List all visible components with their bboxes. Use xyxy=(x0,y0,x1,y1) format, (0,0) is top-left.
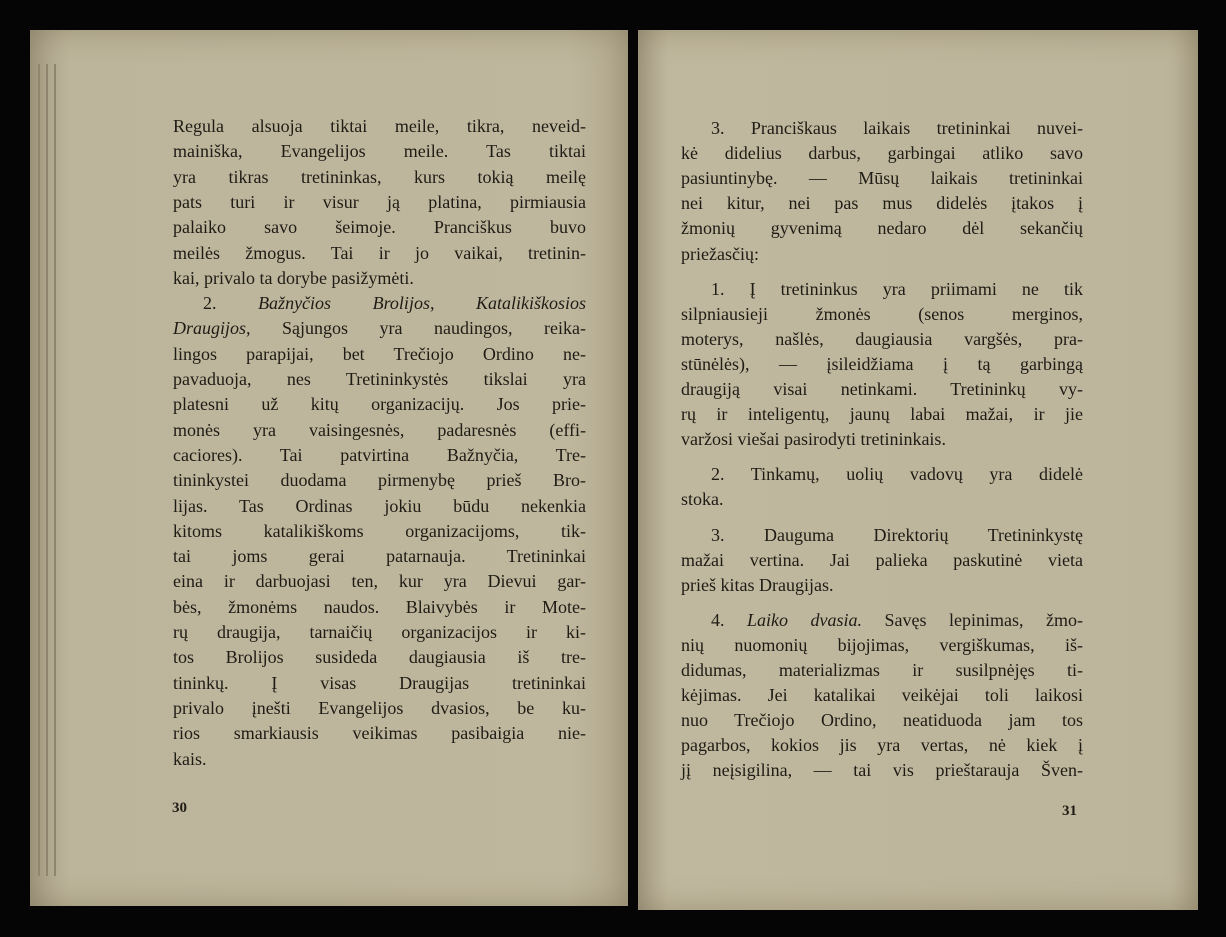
text-line xyxy=(681,328,1083,350)
line-text: palaiko savo šeimoje. Pranciškus buvo xyxy=(173,217,586,238)
page-edge xyxy=(46,64,48,876)
line-text: pavaduoja, nes Tretininkystės tikslai yra xyxy=(173,369,586,389)
text-line xyxy=(173,115,586,137)
text-line xyxy=(173,672,586,694)
line-text: rios smarkiausis veikimas pasibaigia nie- xyxy=(173,723,586,744)
line-text: priežasčių: xyxy=(681,243,759,264)
line-text: pasiuntinybę. — Mūsų laikais tretininkai xyxy=(681,168,1083,189)
line-text: yra tikras tretininkas, kurs tokią meilę xyxy=(173,166,586,187)
text-line xyxy=(681,278,1083,300)
text-line xyxy=(681,167,1083,189)
line-text: 3. Pranciškaus laikais tretininkai nuvei- xyxy=(711,118,1083,138)
text-line xyxy=(173,697,586,719)
line-text: monės yra vaisingesnės, padaresnės (effi- xyxy=(173,419,586,440)
line-text: Regula alsuoja tiktai meile, tikra, neveid- xyxy=(173,116,586,136)
line-text: lijas. Tas Ordinas jokiu būdu nekenkia xyxy=(173,495,586,516)
page-edge xyxy=(54,64,56,876)
line-text: 3. Dauguma Direktorių Tretininkystę xyxy=(711,524,1083,545)
text-line xyxy=(173,469,586,491)
text-line xyxy=(173,292,586,314)
line-text: 1. Į tretininkus yra priimami ne tik xyxy=(711,278,1083,299)
text-line xyxy=(173,495,586,517)
text-line xyxy=(173,419,586,441)
text-line xyxy=(681,353,1083,375)
text-line xyxy=(681,303,1083,325)
line-text: rų draugija, tarnaičių organizacijos ir ki- xyxy=(173,622,586,642)
text-line xyxy=(173,596,586,618)
text-line xyxy=(173,621,586,643)
line-text: lingos parapijai, bet Trečiojo Ordino ne- xyxy=(173,343,586,364)
line-text: tininkystei duodama pirmenybę prieš Bro- xyxy=(173,470,586,491)
text-line xyxy=(173,646,586,668)
line-text: draugiją visai netinkami. Tretininkų vy- xyxy=(681,379,1083,399)
line-text: tai joms gerai patarnauja. Tretininkai xyxy=(173,546,586,567)
text-line xyxy=(681,192,1083,214)
text-line xyxy=(681,759,1083,781)
line-text: caciores). Tai patvirtina Bažnyčia, Tre- xyxy=(173,444,586,465)
text-line xyxy=(681,117,1083,139)
text-line xyxy=(681,574,1083,596)
text-line xyxy=(173,216,586,238)
text-line xyxy=(681,403,1083,425)
text-line xyxy=(681,488,1083,510)
text-line xyxy=(173,242,586,264)
text-line xyxy=(681,549,1083,571)
text-line xyxy=(173,570,586,592)
italic-text: Bažnyčios Brolijos, Katalikiškosios xyxy=(258,293,587,314)
line-text: mainiška, Evangelijos meile. Tas tiktai xyxy=(173,141,586,162)
text-line xyxy=(681,659,1083,681)
line-text: privalo įnešti Evangelijos dvasios, be ku- xyxy=(173,697,586,718)
text-line xyxy=(681,142,1083,164)
line-text: 2. xyxy=(203,293,259,314)
line-text: didumas, materializmas ir susilpnėjęs ti- xyxy=(681,660,1083,680)
line-text: nei kitur, nei pas mus didelės įtakos į xyxy=(681,193,1083,214)
text-line xyxy=(681,684,1083,706)
text-line xyxy=(173,748,586,770)
text-line xyxy=(173,545,586,567)
line-text: bės, žmonėms naudos. Blaivybės ir Mote- xyxy=(173,596,586,617)
line-text: stūnėlės), — įsileidžiama į tą garbingą xyxy=(681,353,1083,374)
text-line xyxy=(681,709,1083,731)
text-line xyxy=(681,609,1083,631)
text-line xyxy=(173,520,586,542)
line-text: kitoms katalikiškoms organizacijoms, tik- xyxy=(173,520,586,541)
text-line xyxy=(173,267,586,289)
line-text: kai, privalo ta dorybe pasižymėti. xyxy=(173,267,414,288)
line-text: moterys, našlės, daugiausia vargšės, pra- xyxy=(681,328,1083,349)
text-line xyxy=(173,317,586,339)
italic-text: Laiko dvasia. xyxy=(747,609,863,630)
line-text: platesni už kitų organizacijų. Jos prie- xyxy=(173,394,586,415)
line-text: žmonių gyvenimą nedaro dėl sekančių xyxy=(681,218,1083,239)
line-text: pagarbos, kokios jis yra vertas, nė kiek į xyxy=(681,735,1083,756)
text-line xyxy=(173,343,586,365)
text-line xyxy=(173,393,586,415)
line-text: kė didelius darbus, garbingai atliko savo xyxy=(681,143,1083,164)
line-text: eina ir darbuojasi ten, kur yra Dievui gar- xyxy=(173,571,586,592)
text-line xyxy=(681,217,1083,239)
line-text: kais. xyxy=(173,748,207,769)
line-text: 2. Tinkamų, uolių vadovų yra didelė xyxy=(711,464,1083,485)
text-line xyxy=(173,166,586,188)
text-line xyxy=(681,378,1083,400)
line-text: varžosi viešai pasirodyti tretininkais. xyxy=(681,429,946,450)
line-text: prieš kitas Draugijas. xyxy=(681,574,834,595)
page-edge xyxy=(38,64,40,876)
line-text: pats turi ir visur ją platina, pirmiausia xyxy=(173,191,586,212)
line-text: stoka. xyxy=(681,489,724,510)
text-line xyxy=(173,368,586,390)
line-text: tos Brolijos susideda daugiausia iš tre- xyxy=(173,647,586,668)
line-text: 4. xyxy=(711,609,748,630)
text-line xyxy=(173,444,586,466)
line-text: nių nuomonių bijojimas, vergiškumas, iš- xyxy=(681,634,1083,655)
italic-text: Draugijos, xyxy=(173,318,251,339)
line-text: Savęs lepinimas, žmo- xyxy=(862,609,1084,630)
text-line xyxy=(681,524,1083,546)
text-line xyxy=(681,734,1083,756)
text-line xyxy=(173,722,586,744)
page-number-left: 30 xyxy=(172,800,187,816)
line-text: mažai vertina. Jai palieka paskutinė vieta xyxy=(681,549,1083,570)
line-text: kėjimas. Jei katalikai veikėjai toli laikosi xyxy=(681,685,1083,706)
text-line xyxy=(681,428,1083,450)
line-text: Sąjungos yra naudingos, reika- xyxy=(250,318,586,339)
page-number-right: 31 xyxy=(1062,803,1077,819)
line-text: rų ir inteligentų, jaunų labai mažai, ir jie xyxy=(681,404,1083,425)
text-line xyxy=(681,243,1083,265)
line-text: tininkų. Į visas Draugijas tretininkai xyxy=(173,672,586,693)
line-text: nuo Trečiojo Ordino, neatiduoda jam tos xyxy=(681,710,1083,731)
line-text: silpniausieji žmonės (senos merginos, xyxy=(681,303,1083,324)
text-line xyxy=(173,140,586,162)
line-text: jį neįsigilina, — tai vis prieštarauja Šven- xyxy=(681,760,1083,781)
text-line xyxy=(681,463,1083,485)
text-line xyxy=(681,634,1083,656)
text-line xyxy=(173,191,586,213)
line-text: meilės žmogus. Tai ir jo vaikai, tretinin- xyxy=(173,242,586,263)
